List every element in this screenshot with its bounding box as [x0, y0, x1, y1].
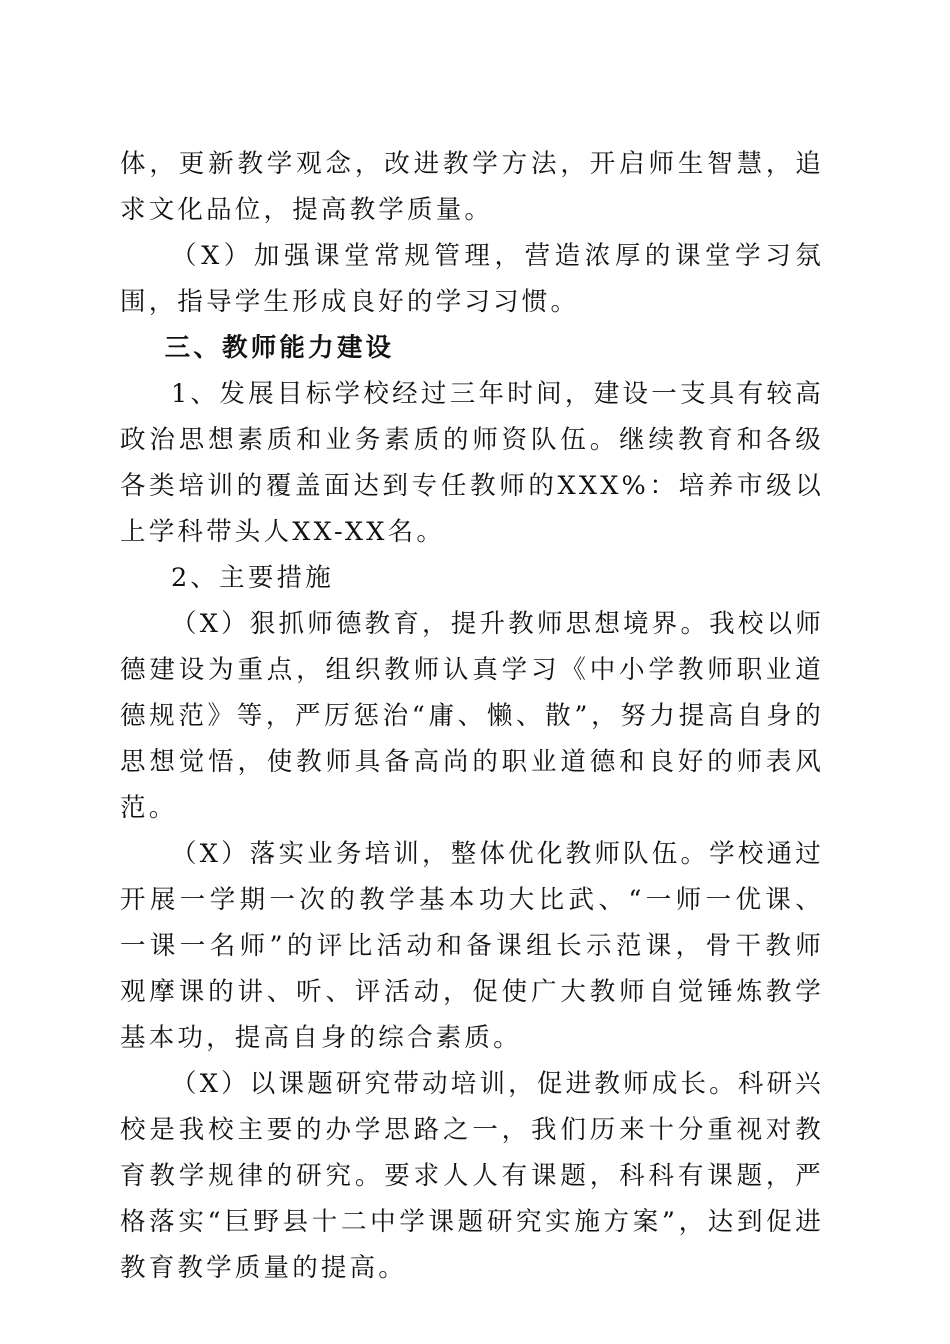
- section-heading-teacher-capacity: 三、教师能力建设: [164, 333, 395, 363]
- paragraph-research-training: （X）以课题研究带动培训，促进教师成长。科研兴校是我校主要的办学思路之一，我们历来十分重视对教育教学规律的研究。要求人人有课题，科科有课题，严格落实“巨野县十二中学课题研究实施方案”，达到促进教育教学质量的提高。: [120, 1069, 824, 1283]
- paragraph-business-training: （X）落实业务培训，整体优化教师队伍。学校通过开展一学期一次的教学基本功大比武、“一师一优课、一课一名师”的评比活动和备课组长示范课，骨干教师观摩课的讲、听、评活动，促使广大教师自觉锤炼教学基本功，提高自身的综合素质。: [120, 839, 824, 1053]
- paragraph-development-goal: 1、发展目标学校经过三年时间，建设一支具有较高政治思想素质和业务素质的师资队伍。继续教育和各级各类培训的覆盖面达到专任教师的XXX%：培养市级以上学科带头人XX-XX名。: [120, 379, 824, 547]
- document-body: [120, 141, 824, 1291]
- paragraph-continuation: 体，更新教学观念，改进教学方法，开启师生智慧，追求文化品位，提高教学质量。: [120, 149, 824, 225]
- paragraph-ethics-education: （X）狠抓师德教育，提升教师思想境界。我校以师德建设为重点，组织教师认真学习《中小学教师职业道德规范》等，严厉惩治“庸、懒、散”，努力提高自身的思想觉悟，使教师具备高尚的职业道德和良好的师表风范。: [120, 609, 824, 823]
- paragraph-main-measures-title: 2、主要措施: [171, 563, 334, 593]
- paragraph-classroom-management: （X）加强课堂常规管理，营造浓厚的课堂学习氛围，指导学生形成良好的学习习惯。: [120, 241, 824, 317]
